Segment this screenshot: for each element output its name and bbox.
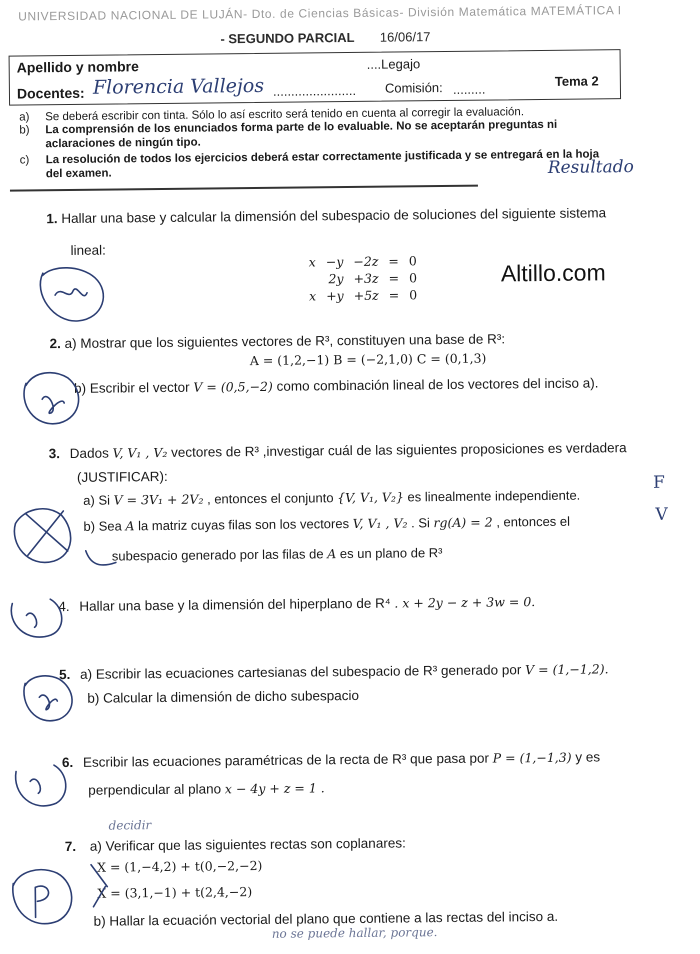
justify-label: (JUSTIFICAR): — [76, 468, 168, 485]
question-5b: b) Calcular la dimensión de dicho subespacio — [87, 687, 360, 706]
circle-mark-q4 — [11, 599, 62, 637]
line-2-equation: X = (3,1,−1) + t(2,4,−2) — [97, 884, 253, 901]
question-3a: a) Si V = 3V₁ + 2V₂ , entonces el conjunto {V, V₁, V₂} es linealmente independiente. — [83, 487, 581, 508]
altillo-watermark: Altillo.com — [500, 259, 606, 287]
question-5a: 5. a) Escribir las ecuaciones cartesianas del subespacio de R³ generado por V = (1,−1,2). — [58, 661, 609, 683]
question-3b: b) Sea A la matriz cuyas filas son los vectores V, V₁ , V₂ . Si rg(A) = 2 , entonces el — [83, 513, 571, 534]
surname-label: Apellido y nombre — [16, 58, 139, 76]
scribble-q1 — [55, 289, 87, 296]
scribble-q5 — [39, 695, 57, 710]
commission-dots: ......... — [452, 81, 486, 97]
instruction-c-cont: del examen. — [45, 167, 112, 181]
teacher-name-handwritten: Florencia Vallejos — [92, 74, 265, 99]
instruction-b: b) La comprensión de los enunciados forma parte de lo evaluable. No se aceptarán preguntas ni — [19, 118, 558, 137]
exam-name: - SEGUNDO PARCIAL — [220, 29, 355, 47]
circle-mark-q7 — [13, 869, 72, 924]
handwritten-note-decidir: decidir — [108, 818, 152, 833]
file-number-label: ....Legajo — [366, 56, 421, 72]
linear-system — [303, 251, 424, 305]
institution-header: UNIVERSIDAD NACIONAL DE LUJÁN- Dto. de Ciencias Básicas- División Matemática MATEMÁTICA I — [18, 3, 622, 24]
divider-line — [10, 185, 478, 191]
question-3: 3. Dados V, V₁ , V₂ vectores de R³ ,investigar cuál de las siguientes proposiciones es verdadera — [48, 440, 627, 462]
base-vectors: A = (1,2,−1) B = (−2,1,0) C = (0,1,3) — [249, 350, 487, 369]
circle-mark-q3 — [14, 509, 71, 563]
line-1-equation: X = (1,−4,2) + t(0,−2,−2) — [96, 857, 263, 875]
instruction-b-cont: aclaraciones de ningún tipo. — [45, 136, 201, 151]
system-row: x +y +5z = 0 — [309, 287, 418, 304]
exam-title — [220, 29, 430, 46]
circle-mark-q6 — [15, 765, 65, 806]
question-3b-cont: subespacio generado por las filas de A es un plano de R³ — [111, 545, 443, 564]
question-6: 6. Escribir las ecuaciones paramétricas de la recta de R³ que pasa por P = (1,−1,3) y es — [61, 749, 601, 771]
question-7b: b) Hallar la ecuación vectorial del plano que contiene a las rectas del inciso a. — [93, 908, 559, 929]
letter-mark-q7 — [35, 886, 49, 917]
scribble-q4 — [26, 613, 36, 627]
circle-mark-q1 — [40, 267, 103, 321]
circle-mark-q2 — [24, 372, 79, 424]
topic-label: Tema 2 — [554, 73, 599, 89]
question-2b: b) Escribir el vector V = (0,5,−2) como combinación lineal de los vectores del inciso a). — [73, 375, 599, 396]
scribble-q6 — [30, 779, 40, 793]
handwritten-answer-7b: no se puede hallar, porque. — [271, 925, 438, 941]
commission-label: Comisión: — [384, 80, 443, 96]
system-row: 2y +3z = 0 — [328, 270, 418, 287]
question-6-cont: perpendicular al plano x − 4y + z = 1 . — [88, 780, 325, 798]
question-4: 4. Hallar una base y la dimensión del hiperplano de R⁴ . x + 2y − z + 3w = 0. — [58, 594, 536, 615]
circle-mark-q5 — [24, 676, 72, 721]
instruction-c: c) La resolución de todos los ejercicios deberá estar correctamente justificada y se entregará en la hoja — [19, 148, 600, 167]
answer-mark-true: V — [655, 504, 668, 525]
question-1: 1. Hallar una base y calcular la dimensión del subespacio de soluciones del siguiente sistema — [46, 205, 607, 227]
scribble-q2 — [42, 396, 64, 413]
cross-mark-q3 — [25, 511, 67, 555]
instruction-a: a) Se deberá escribir con tinta. Sólo lo así escrito será tenido en cuenta al corregir la evaluación. — [19, 106, 525, 124]
answer-mark-false: F — [652, 472, 665, 493]
exam-date: 16/06/17 — [379, 29, 431, 45]
question-2a: 2. a) Mostrar que los siguientes vectores de R³, constituyen una base de R³: — [49, 331, 506, 352]
grader-signature: Resultado — [547, 157, 634, 178]
teachers-label: Docentes: — [16, 84, 85, 102]
question-1-lineal: lineal: — [70, 242, 106, 258]
system-row: x −y −2z = 0 — [308, 253, 417, 270]
question-7a: 7. a) Verificar que las siguientes rectas son coplanares: — [64, 835, 406, 855]
teacher-dots: ....................... — [272, 82, 357, 99]
